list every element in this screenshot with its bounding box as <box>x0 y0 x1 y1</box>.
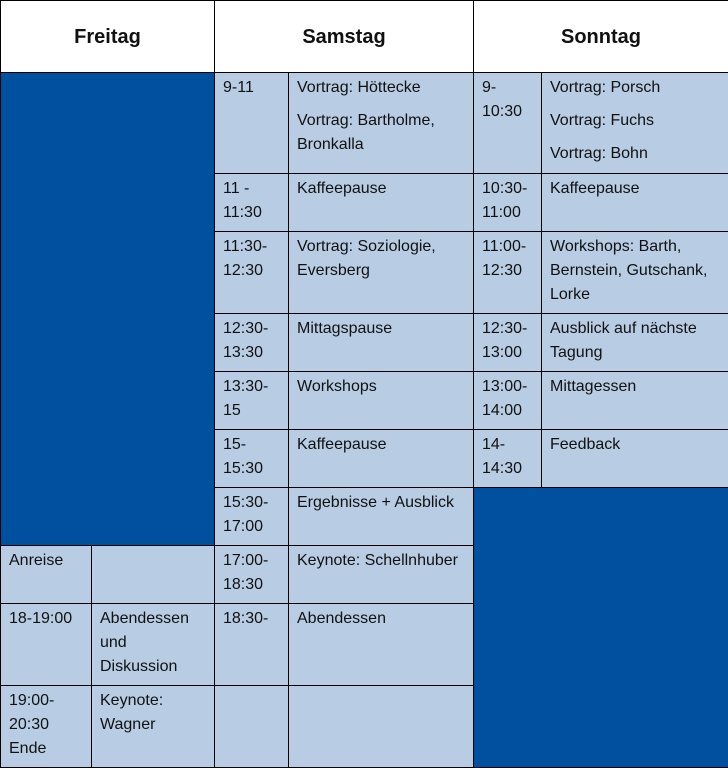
sunday-time-cell: 12:30-13:00 <box>474 314 542 372</box>
saturday-event-cell: Keynote: Schellnhuber <box>289 546 474 604</box>
friday-time-cell: Anreise <box>1 546 92 604</box>
saturday-event-cell <box>289 73 474 174</box>
friday-empty-block <box>1 73 215 546</box>
header-sunday: Sonntag <box>474 1 728 73</box>
saturday-time-cell: 11 - 11:30 <box>215 174 289 232</box>
saturday-event-cell <box>289 686 474 767</box>
friday-event-cell: Keynote: Wagner <box>92 686 215 767</box>
sunday-event-cell: Ausblick auf nächste Tagung <box>542 314 728 372</box>
saturday-time-cell: 11:30-12:30 <box>215 232 289 314</box>
header-saturday: Samstag <box>215 1 474 73</box>
sunday-event-cell: Workshops: Barth, Bernstein, Gutschank, Lorke <box>542 232 728 314</box>
saturday-event-cell: Workshops <box>289 372 474 430</box>
event-line: Vortrag: Höttecke <box>297 79 421 96</box>
friday-event-cell: Abendessen und Diskussion <box>92 604 215 686</box>
sunday-time-cell: 13:00-14:00 <box>474 372 542 430</box>
saturday-time-cell: 13:30-15 <box>215 372 289 430</box>
saturday-event-cell: Mittagspause <box>289 314 474 372</box>
sunday-empty-block <box>474 488 728 767</box>
saturday-time-cell: 15:30-17:00 <box>215 488 289 546</box>
saturday-time-cell: 15-15:30 <box>215 430 289 488</box>
sunday-event-cell <box>542 73 728 174</box>
event-line: Vortrag: Bohn <box>550 145 648 162</box>
sunday-time-cell: 10:30-11:00 <box>474 174 542 232</box>
saturday-time-cell: 18:30- <box>215 604 289 686</box>
sunday-time-cell: 14-14:30 <box>474 430 542 488</box>
friday-event-cell <box>92 546 215 604</box>
friday-time-cell: 19:00-20:30 Ende <box>1 686 92 767</box>
event-line: Vortrag: Porsch <box>550 79 661 96</box>
saturday-time-cell <box>215 686 289 767</box>
saturday-time-cell: 17:00-18:30 <box>215 546 289 604</box>
sunday-time-cell: 9-10:30 <box>474 73 542 174</box>
saturday-event-cell: Kaffeepause <box>289 174 474 232</box>
saturday-event-cell: Vortrag: Soziologie, Eversberg <box>289 232 474 314</box>
saturday-event-cell: Abendessen <box>289 604 474 686</box>
saturday-time-cell: 12:30-13:30 <box>215 314 289 372</box>
sunday-event-cell: Mittagessen <box>542 372 728 430</box>
header-friday: Freitag <box>1 1 215 73</box>
sunday-time-cell: 11:00-12:30 <box>474 232 542 314</box>
event-line: Vortrag: Fuchs <box>550 112 655 129</box>
event-line: Vortrag: Bartholme, Bronkalla <box>297 112 435 153</box>
saturday-event-cell: Ergebnisse + Ausblick <box>289 488 474 546</box>
saturday-event-cell: Kaffeepause <box>289 430 474 488</box>
friday-time-cell: 18-19:00 <box>1 604 92 686</box>
saturday-time-cell: 9-11 <box>215 73 289 174</box>
sunday-event-cell: Feedback <box>542 430 728 488</box>
sunday-event-cell: Kaffeepause <box>542 174 728 232</box>
